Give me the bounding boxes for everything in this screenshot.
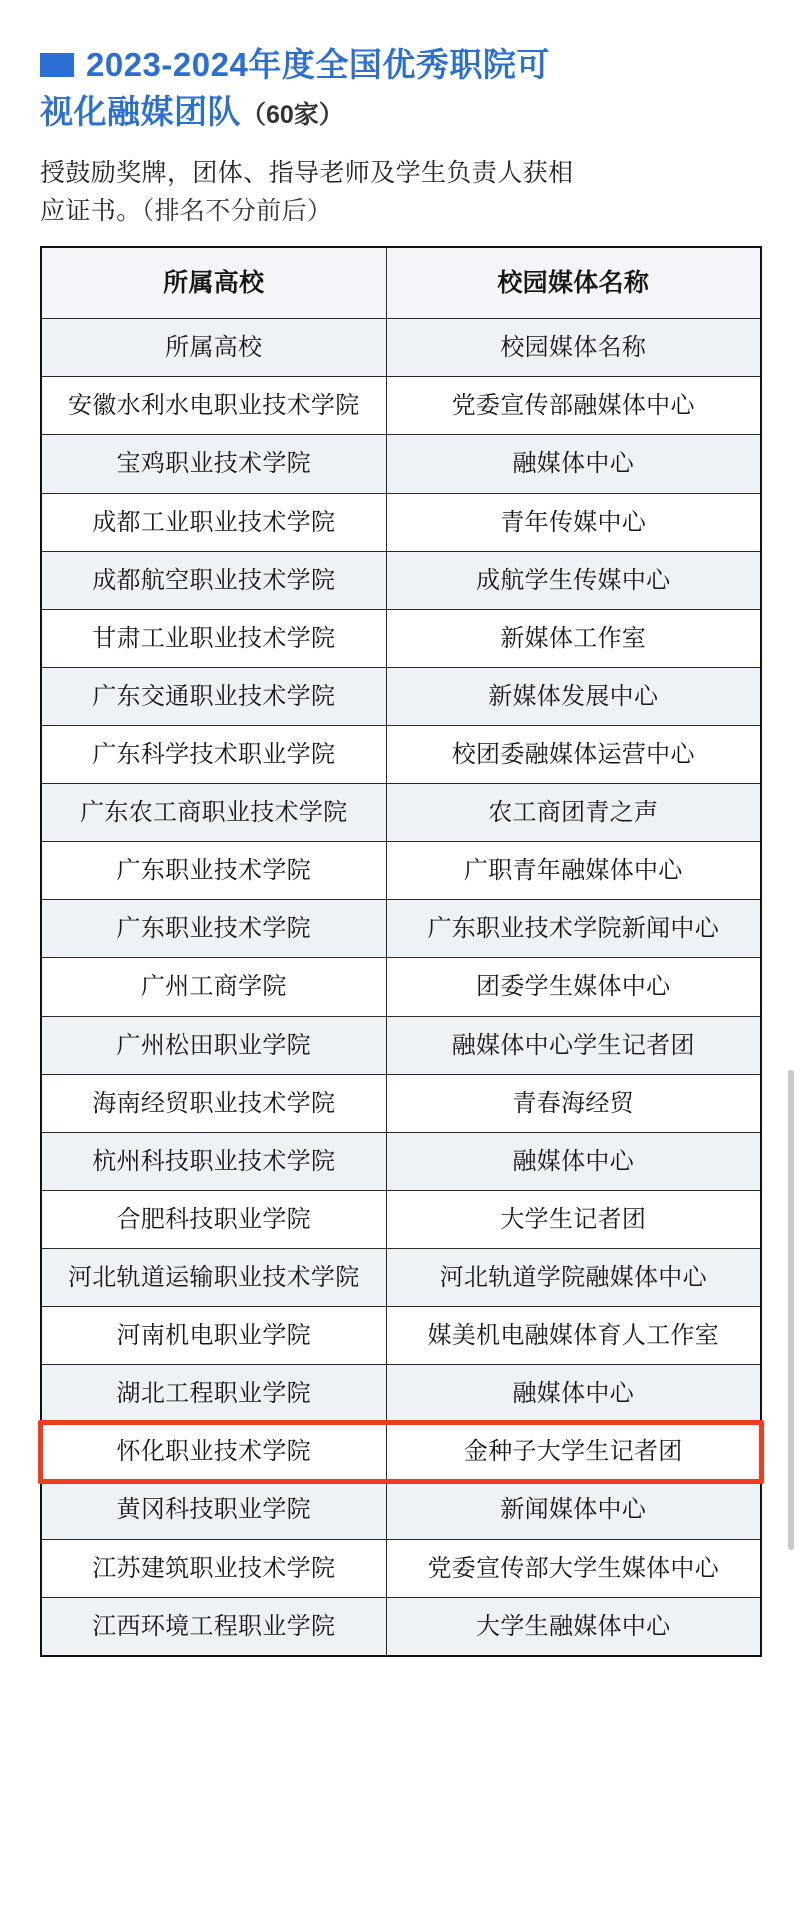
cell-media: 新闻媒体中心 bbox=[386, 1481, 761, 1539]
column-header-media: 校园媒体名称 bbox=[386, 247, 761, 319]
intro-paragraph bbox=[40, 154, 760, 230]
table-row bbox=[41, 493, 761, 551]
cell-school: 安徽水利水电职业技术学院 bbox=[41, 377, 386, 435]
table-row bbox=[41, 551, 761, 609]
table-row bbox=[41, 1423, 761, 1481]
team-count: （60家） bbox=[241, 100, 344, 129]
cell-media: 广职青年融媒体中心 bbox=[386, 842, 761, 900]
cell-media: 大学生融媒体中心 bbox=[386, 1597, 761, 1656]
table-row bbox=[41, 1481, 761, 1539]
cell-media: 融媒体中心 bbox=[386, 1132, 761, 1190]
table-row bbox=[41, 1307, 761, 1365]
table-row bbox=[41, 377, 761, 435]
cell-school: 怀化职业技术学院 bbox=[41, 1423, 386, 1481]
cell-school: 江苏建筑职业技术学院 bbox=[41, 1539, 386, 1597]
cell-media: 融媒体中心学生记者团 bbox=[386, 1016, 761, 1074]
cell-media: 校园媒体名称 bbox=[386, 319, 761, 377]
table-row bbox=[41, 725, 761, 783]
page-scrollbar[interactable] bbox=[788, 1070, 794, 1550]
cell-school: 合肥科技职业学院 bbox=[41, 1190, 386, 1248]
cell-media: 金种子大学生记者团 bbox=[386, 1423, 761, 1481]
cell-media: 媒美机电融媒体育人工作室 bbox=[386, 1307, 761, 1365]
page-title-line2: 视化融媒团队 bbox=[40, 92, 241, 130]
cell-media: 融媒体中心 bbox=[386, 1365, 761, 1423]
table-row bbox=[41, 319, 761, 377]
cell-media: 河北轨道学院融媒体中心 bbox=[386, 1248, 761, 1306]
cell-school: 宝鸡职业技术学院 bbox=[41, 435, 386, 493]
cell-school: 湖北工程职业学院 bbox=[41, 1365, 386, 1423]
cell-media: 农工商团青之声 bbox=[386, 784, 761, 842]
cell-school: 广东职业技术学院 bbox=[41, 900, 386, 958]
cell-media: 党委宣传部融媒体中心 bbox=[386, 377, 761, 435]
cell-school: 河南机电职业学院 bbox=[41, 1307, 386, 1365]
cell-school: 广东农工商职业技术学院 bbox=[41, 784, 386, 842]
blue-square-bullet-icon bbox=[40, 53, 74, 77]
cell-media: 党委宣传部大学生媒体中心 bbox=[386, 1539, 761, 1597]
cell-school: 广州工商学院 bbox=[41, 958, 386, 1016]
cell-school: 广东科学技术职业学院 bbox=[41, 725, 386, 783]
table-row bbox=[41, 1074, 761, 1132]
cell-media: 新媒体发展中心 bbox=[386, 667, 761, 725]
cell-school: 广东交通职业技术学院 bbox=[41, 667, 386, 725]
roster-table-wrap bbox=[40, 246, 760, 1657]
page-title bbox=[40, 0, 760, 136]
intro-line1: 授鼓励奖牌，团体、指导老师及学生负责人获相 bbox=[40, 158, 574, 187]
cell-media: 青年传媒中心 bbox=[386, 493, 761, 551]
cell-school: 广州松田职业学院 bbox=[41, 1016, 386, 1074]
cell-media: 校团委融媒体运营中心 bbox=[386, 725, 761, 783]
cell-media: 团委学生媒体中心 bbox=[386, 958, 761, 1016]
table-row bbox=[41, 958, 761, 1016]
cell-school: 江西环境工程职业学院 bbox=[41, 1597, 386, 1656]
cell-school: 所属高校 bbox=[41, 319, 386, 377]
cell-school: 成都航空职业技术学院 bbox=[41, 551, 386, 609]
cell-school: 河北轨道运输职业技术学院 bbox=[41, 1248, 386, 1306]
table-row bbox=[41, 1365, 761, 1423]
page-title-line1: 2023-2024年度全国优秀职院可 bbox=[86, 46, 550, 83]
table-row bbox=[41, 1016, 761, 1074]
cell-school: 成都工业职业技术学院 bbox=[41, 493, 386, 551]
cell-media: 广东职业技术学院新闻中心 bbox=[386, 900, 761, 958]
intro-line2: 应证书。 bbox=[40, 196, 142, 225]
table-row bbox=[41, 784, 761, 842]
table-row bbox=[41, 609, 761, 667]
cell-school: 甘肃工业职业技术学院 bbox=[41, 609, 386, 667]
table-row bbox=[41, 1190, 761, 1248]
roster-table bbox=[40, 246, 762, 1657]
cell-school: 广东职业技术学院 bbox=[41, 842, 386, 900]
table-row bbox=[41, 435, 761, 493]
table-row bbox=[41, 667, 761, 725]
table-row bbox=[41, 1248, 761, 1306]
column-header-school: 所属高校 bbox=[41, 247, 386, 319]
roster-table-body bbox=[41, 319, 761, 1656]
cell-school: 杭州科技职业技术学院 bbox=[41, 1132, 386, 1190]
cell-media: 新媒体工作室 bbox=[386, 609, 761, 667]
table-row bbox=[41, 1132, 761, 1190]
table-row bbox=[41, 842, 761, 900]
table-row bbox=[41, 900, 761, 958]
cell-school: 海南经贸职业技术学院 bbox=[41, 1074, 386, 1132]
cell-media: 大学生记者团 bbox=[386, 1190, 761, 1248]
table-row bbox=[41, 1597, 761, 1656]
cell-media: 成航学生传媒中心 bbox=[386, 551, 761, 609]
table-header-row bbox=[41, 247, 761, 319]
cell-media: 青春海经贸 bbox=[386, 1074, 761, 1132]
intro-note: （排名不分前后） bbox=[141, 196, 333, 225]
cell-media: 融媒体中心 bbox=[386, 435, 761, 493]
table-row bbox=[41, 1539, 761, 1597]
cell-school: 黄冈科技职业学院 bbox=[41, 1481, 386, 1539]
